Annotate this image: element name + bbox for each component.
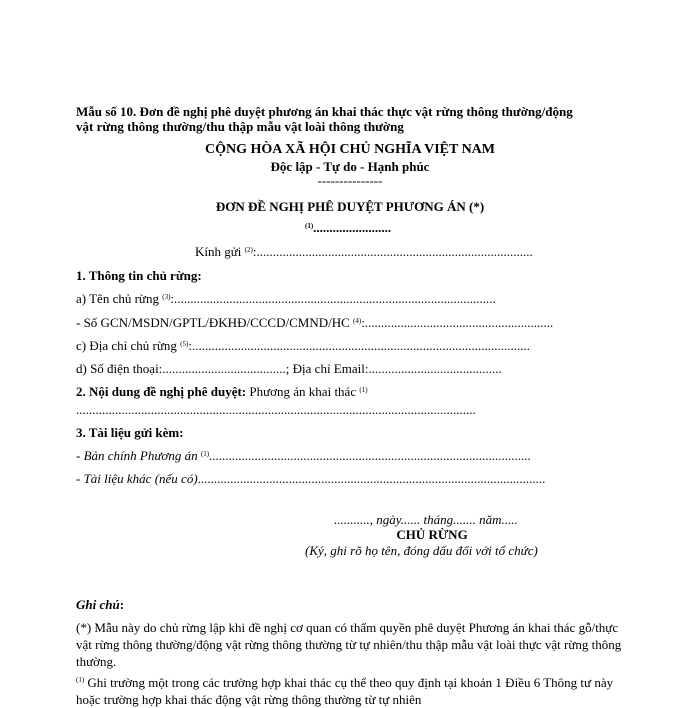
email-dots: ......................................... (368, 361, 502, 376)
owner-name-footnote-marker: (3) (162, 293, 171, 301)
signature-note: (Ký, ghi rõ họ tên, đóng dấu đối với tổ chức) (305, 543, 538, 558)
recipient-dots: :..................................................................................... (252, 244, 533, 259)
motto: Độc lập - Tự do - Hạnh phúc (270, 159, 430, 174)
subtitle-footnote-marker: (1) (305, 222, 314, 230)
owner-address-footnote-marker: (5) (180, 340, 189, 348)
owner-id-dots: :.......................................................... (361, 315, 554, 330)
owner-name-dots: :................................................................................................... (170, 291, 496, 306)
owner-address-line (76, 338, 530, 354)
owner-address-label: c) Địa chỉ chủ rừng (76, 338, 181, 353)
note-2-text: Ghi trường một trong các trường hợp khai thác cụ thể theo quy định tại khoản 1 Điều 6 Thông tư này hoặc trường hợp khai thác động vật rừng thông thường từ tự nhiên (76, 675, 614, 707)
section2-heading: 2. Nội dung đề nghị phê duyệt: (76, 384, 250, 399)
signature-date: ..........., ngày...... tháng....... năm..... (334, 512, 518, 527)
section3-heading: 3. Tài liệu gửi kèm: (76, 425, 184, 440)
note-2-footnote-marker: (1) (76, 676, 85, 684)
owner-name-line (76, 291, 496, 307)
owner-id-label: - Số GCN/MSDN/GPTL/ĐKHĐ/CCCD/CMND/HC (76, 315, 354, 330)
owner-address-dots: :........................................................................................................ (188, 338, 530, 353)
phone-label: d) Số điện thoại: (76, 361, 163, 376)
phone-dots: ...................................... (162, 361, 286, 376)
document-title: ĐƠN ĐỀ NGHỊ PHÊ DUYỆT PHƯƠNG ÁN (*) (215, 199, 485, 214)
country-heading: CỘNG HÒA XÃ HỘI CHỦ NGHĨA VIỆT NAM (204, 142, 495, 157)
owner-id-footnote-marker: (4) (353, 317, 362, 325)
recipient-footnote-marker: (2) (244, 246, 253, 254)
note-1: (*) Mẫu này do chủ rừng lập khi đề nghị cơ quan có thẩm quyền phê duyệt Phương án khai thác gỗ/thực vật rừng thông thường/động vật rừng thông thường từ tự nhiên/thu thập mẫu vật loài thực vật rừng thông thường. (76, 620, 622, 669)
owner-id-line (76, 315, 553, 331)
separator: --------------- (317, 173, 383, 188)
attachment-plan-dots: ................................................................................................... (209, 448, 531, 463)
form-title-line2: vật rừng thông thường/thu thập mẫu vật loài thông thường (76, 119, 404, 134)
document-subtitle (305, 220, 391, 236)
signature-title: CHỦ RỪNG (396, 527, 468, 542)
recipient-label: Kính gửi (195, 244, 245, 259)
notes-heading: Ghi chú (76, 597, 120, 612)
attachment-plan-label: - Bản chính Phương án (76, 448, 201, 463)
attachment-plan-footnote-marker: (1) (200, 450, 210, 458)
form-title-line1: Mẫu số 10. Đơn đề nghị phê duyệt phương án khai thác thực vật rừng thông thường/động (76, 104, 573, 119)
subtitle-dots: ........................ (313, 220, 392, 235)
owner-name-label: a) Tên chủ rừng (76, 291, 163, 306)
note-2 (76, 674, 622, 708)
owner-contact-line (76, 361, 502, 377)
section2-text: Phương án khai thác (249, 384, 360, 399)
notes-heading-line (76, 597, 124, 613)
section1-heading: 1. Thông tin chủ rừng: (76, 268, 202, 283)
attachment-plan-line (76, 448, 531, 464)
recipient-line (195, 244, 533, 260)
section2-dots: ........................................................................................................................... (76, 402, 476, 417)
attachment-other-line (76, 471, 545, 487)
attachment-other-dots: ........................................................................................................... (197, 471, 546, 486)
email-label: ; Địa chỉ Email: (285, 361, 369, 376)
section2-footnote-marker: (1) (359, 386, 368, 394)
notes-heading-colon: : (119, 597, 125, 612)
section2-line (76, 384, 368, 400)
attachment-other-label: - Tài liệu khác (nếu có) (76, 471, 198, 486)
